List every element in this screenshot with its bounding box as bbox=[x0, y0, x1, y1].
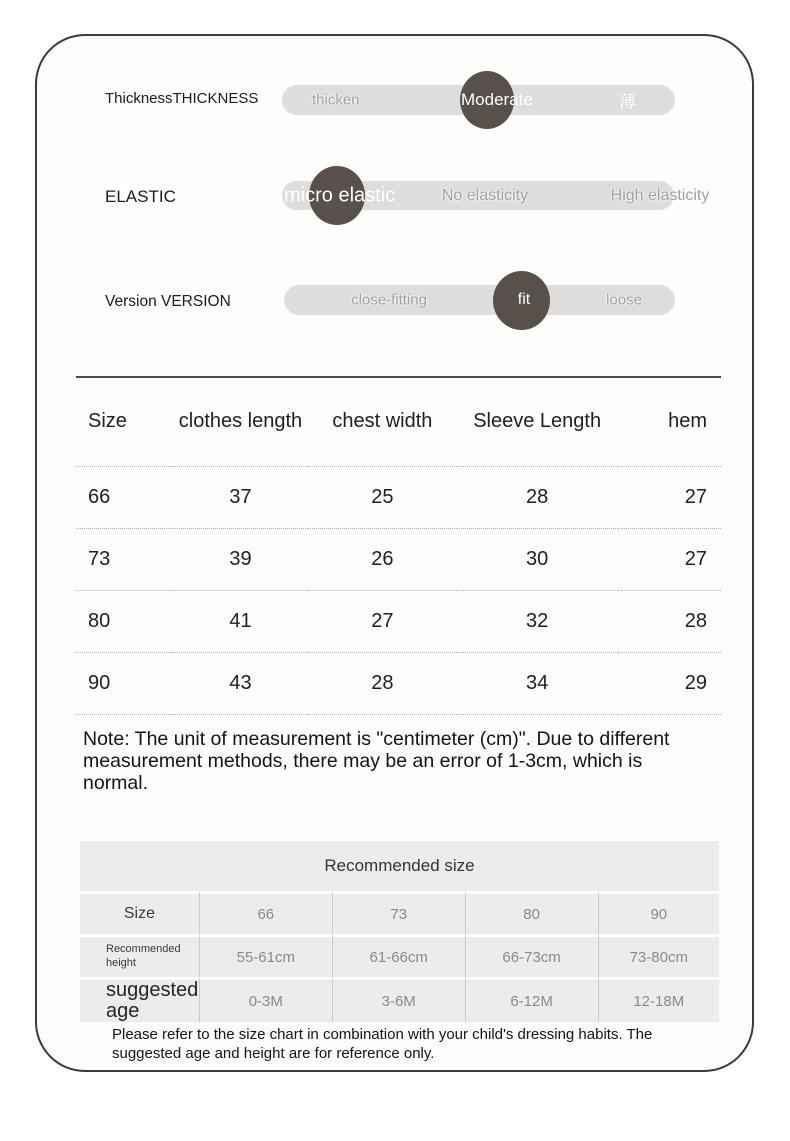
cell-size: 90 bbox=[76, 652, 173, 714]
recommended-size-row bbox=[80, 891, 719, 934]
header-sleeve-length: Sleeve Length bbox=[473, 410, 602, 433]
cell-clothes-length: 41 bbox=[173, 590, 308, 652]
measurement-note: Note: The unit of measurement is "centimeter (cm)". Due to different measurement methods, there may be an error of 1-3cm, which is normal. bbox=[83, 728, 670, 795]
cell-size: 80 bbox=[76, 590, 173, 652]
version-label: Version VERSION bbox=[101, 291, 235, 313]
cell-clothes-length: 43 bbox=[173, 652, 308, 714]
suggested-age-row bbox=[80, 977, 719, 1022]
cell-chest-width: 28 bbox=[308, 652, 456, 714]
cell-hem: 27 bbox=[618, 466, 721, 528]
elastic-label: ELASTIC bbox=[101, 185, 180, 209]
rec-height-value: 66-73cm bbox=[465, 934, 598, 977]
elastic-option-high[interactable]: High elasticity bbox=[610, 186, 710, 204]
measurements-header-row bbox=[76, 377, 721, 466]
cell-sleeve-length: 28 bbox=[457, 466, 618, 528]
cell-chest-width: 25 bbox=[308, 466, 456, 528]
rec-size-value: 66 bbox=[199, 891, 332, 934]
thickness-slider-track[interactable] bbox=[282, 85, 675, 115]
cell-sleeve-length: 32 bbox=[457, 590, 618, 652]
cell-size: 66 bbox=[76, 466, 173, 528]
header-clothes-length: clothes length bbox=[178, 410, 303, 433]
cell-chest-width: 26 bbox=[308, 528, 456, 590]
recommended-size-table bbox=[80, 841, 719, 1022]
table-row bbox=[76, 466, 721, 528]
cell-clothes-length: 37 bbox=[173, 466, 308, 528]
rec-age-value: 3-6M bbox=[332, 977, 465, 1022]
elastic-option-none[interactable]: No elasticity bbox=[441, 186, 529, 204]
cell-size: 73 bbox=[76, 528, 173, 590]
thickness-option-thin[interactable]: 薄 bbox=[619, 92, 636, 112]
thickness-option-moderate[interactable]: Moderate bbox=[461, 90, 533, 109]
thickness-label: ThicknessTHICKNESS bbox=[101, 88, 262, 109]
rec-row-label-height: Recommended height bbox=[80, 934, 199, 977]
rec-row-label-size: Size bbox=[80, 891, 199, 934]
rec-row-label-age: suggested age bbox=[80, 977, 199, 1022]
version-option-fit[interactable]: fit bbox=[517, 291, 531, 308]
recommended-height-row bbox=[80, 934, 719, 977]
rec-age-value: 0-3M bbox=[199, 977, 332, 1022]
cell-chest-width: 27 bbox=[308, 590, 456, 652]
cell-sleeve-length: 34 bbox=[457, 652, 618, 714]
version-slider-track[interactable] bbox=[284, 285, 675, 315]
rec-size-value: 73 bbox=[332, 891, 465, 934]
rec-height-value: 73-80cm bbox=[598, 934, 719, 977]
cell-hem: 28 bbox=[618, 590, 721, 652]
version-option-close-fitting[interactable]: close-fitting bbox=[351, 291, 427, 309]
table-row bbox=[76, 652, 721, 714]
header-size: Size bbox=[88, 410, 127, 433]
elastic-option-micro[interactable]: micro elastic bbox=[284, 184, 396, 206]
size-chart-card bbox=[35, 34, 754, 1072]
recommended-title-row bbox=[80, 841, 719, 891]
table-row bbox=[76, 590, 721, 652]
rec-age-value: 12-18M bbox=[598, 977, 719, 1022]
table-row bbox=[76, 528, 721, 590]
thickness-option-thicken[interactable]: thicken bbox=[312, 91, 360, 109]
version-option-loose[interactable]: loose bbox=[606, 291, 642, 309]
cell-hem: 27 bbox=[618, 528, 721, 590]
cell-sleeve-length: 30 bbox=[457, 528, 618, 590]
recommended-size-title: Recommended size bbox=[324, 856, 475, 875]
cell-hem: 29 bbox=[618, 652, 721, 714]
header-chest-width: chest width bbox=[332, 410, 433, 433]
header-hem: hem bbox=[668, 410, 707, 433]
rec-height-value: 55-61cm bbox=[199, 934, 332, 977]
footer-note: Please refer to the size chart in combination with your child's dressing habits. The suggested age and height are for reference only. bbox=[112, 1026, 653, 1062]
rec-height-value: 61-66cm bbox=[332, 934, 465, 977]
rec-size-value: 90 bbox=[598, 891, 719, 934]
cell-clothes-length: 39 bbox=[173, 528, 308, 590]
measurements-table bbox=[76, 376, 721, 715]
rec-age-value: 6-12M bbox=[465, 977, 598, 1022]
rec-size-value: 80 bbox=[465, 891, 598, 934]
elastic-slider-track[interactable] bbox=[282, 181, 710, 210]
